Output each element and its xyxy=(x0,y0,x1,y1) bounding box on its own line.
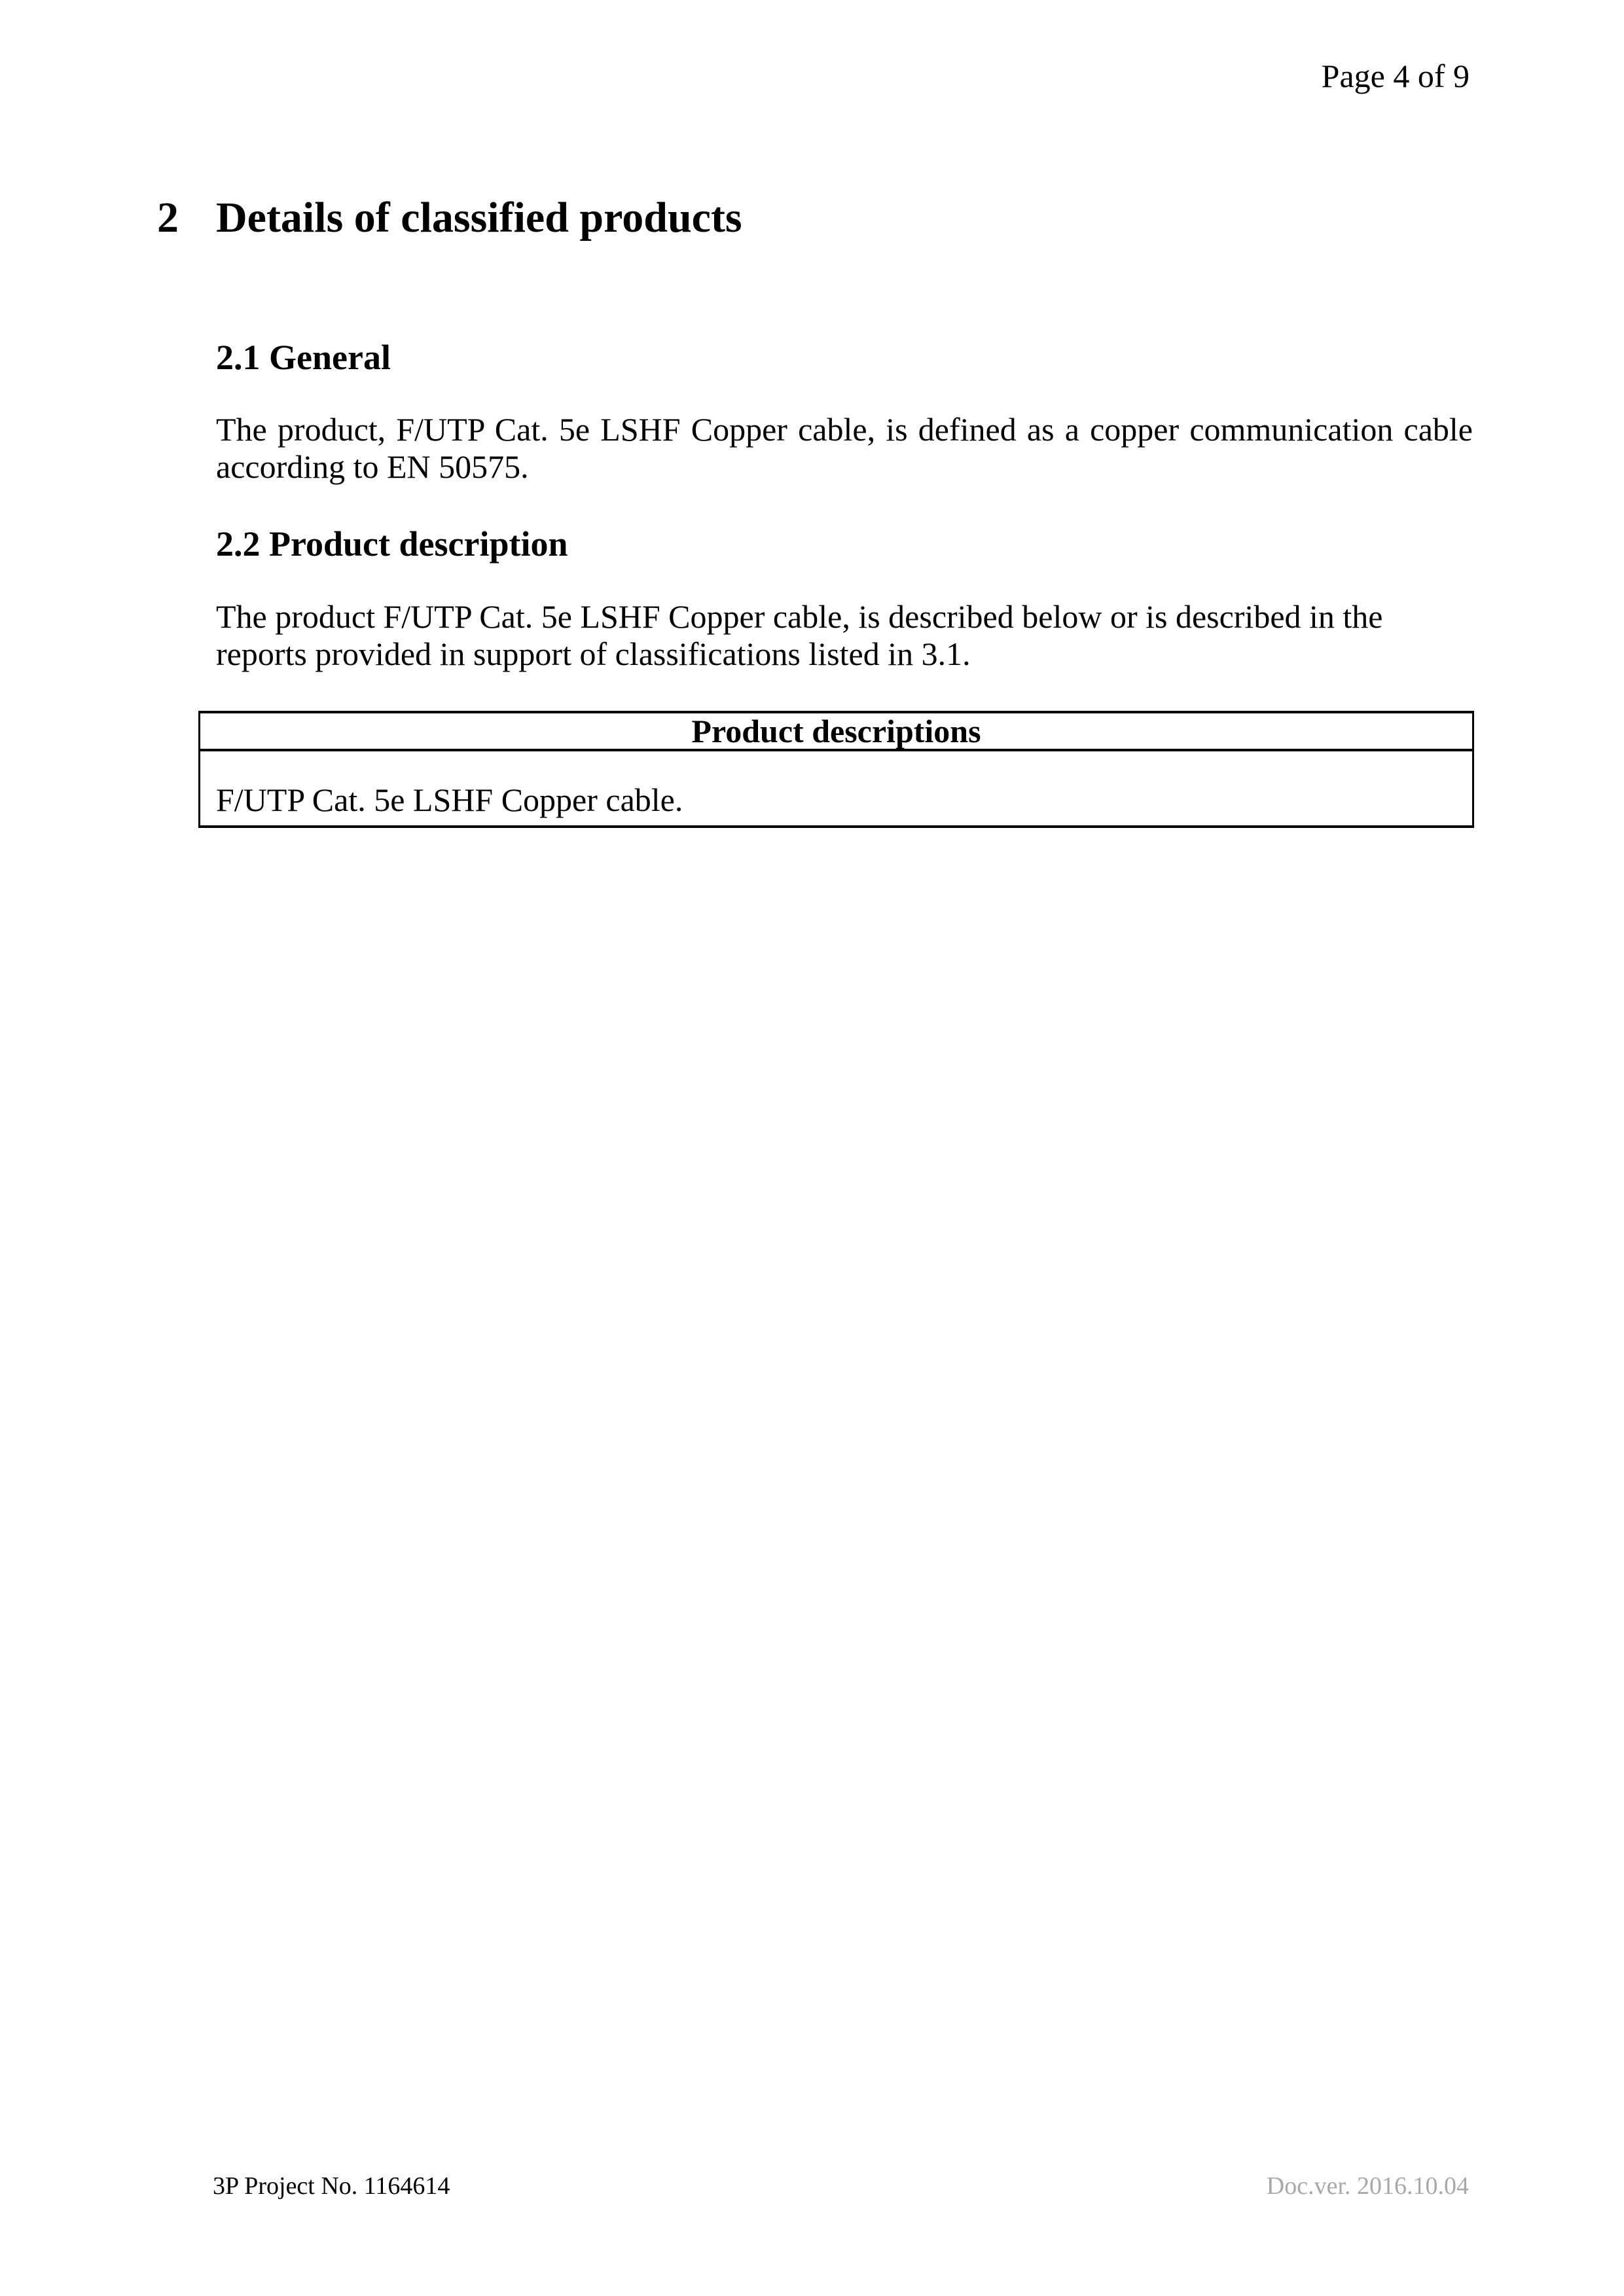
section-title: Details of classified products xyxy=(216,194,742,242)
table-row: F/UTP Cat. 5e LSHF Copper cable. xyxy=(216,781,683,819)
subsection-heading-product-description: 2.2 Product description xyxy=(216,524,568,564)
subsection-heading-general: 2.1 General xyxy=(216,337,391,377)
footer-doc-version: Doc.ver. 2016.10.04 xyxy=(1266,2172,1469,2200)
paragraph-general xyxy=(216,411,1473,486)
footer-project-number: 3P Project No. 1164614 xyxy=(213,2172,450,2200)
paragraph-line: The product, F/UTP Cat. 5e LSHF Copper cable, is defined as a copper communication cable xyxy=(216,410,1473,448)
page-number-label: Page 4 of 9 xyxy=(1321,58,1470,94)
paragraph-line: The product F/UTP Cat. 5e LSHF Copper cable, is described below or is described in the xyxy=(216,598,1383,636)
section-heading xyxy=(157,193,1473,243)
section-number: 2 xyxy=(157,194,179,242)
paragraph-line: reports provided in support of classifications listed in 3.1. xyxy=(216,636,971,673)
page-footer xyxy=(213,2172,1469,2200)
paragraph-product-description xyxy=(216,598,1473,673)
table-header-cell: Product descriptions xyxy=(200,713,1472,751)
document-body xyxy=(0,0,1624,828)
product-descriptions-table xyxy=(198,711,1474,828)
paragraph-line: according to EN 50575. xyxy=(216,448,529,485)
